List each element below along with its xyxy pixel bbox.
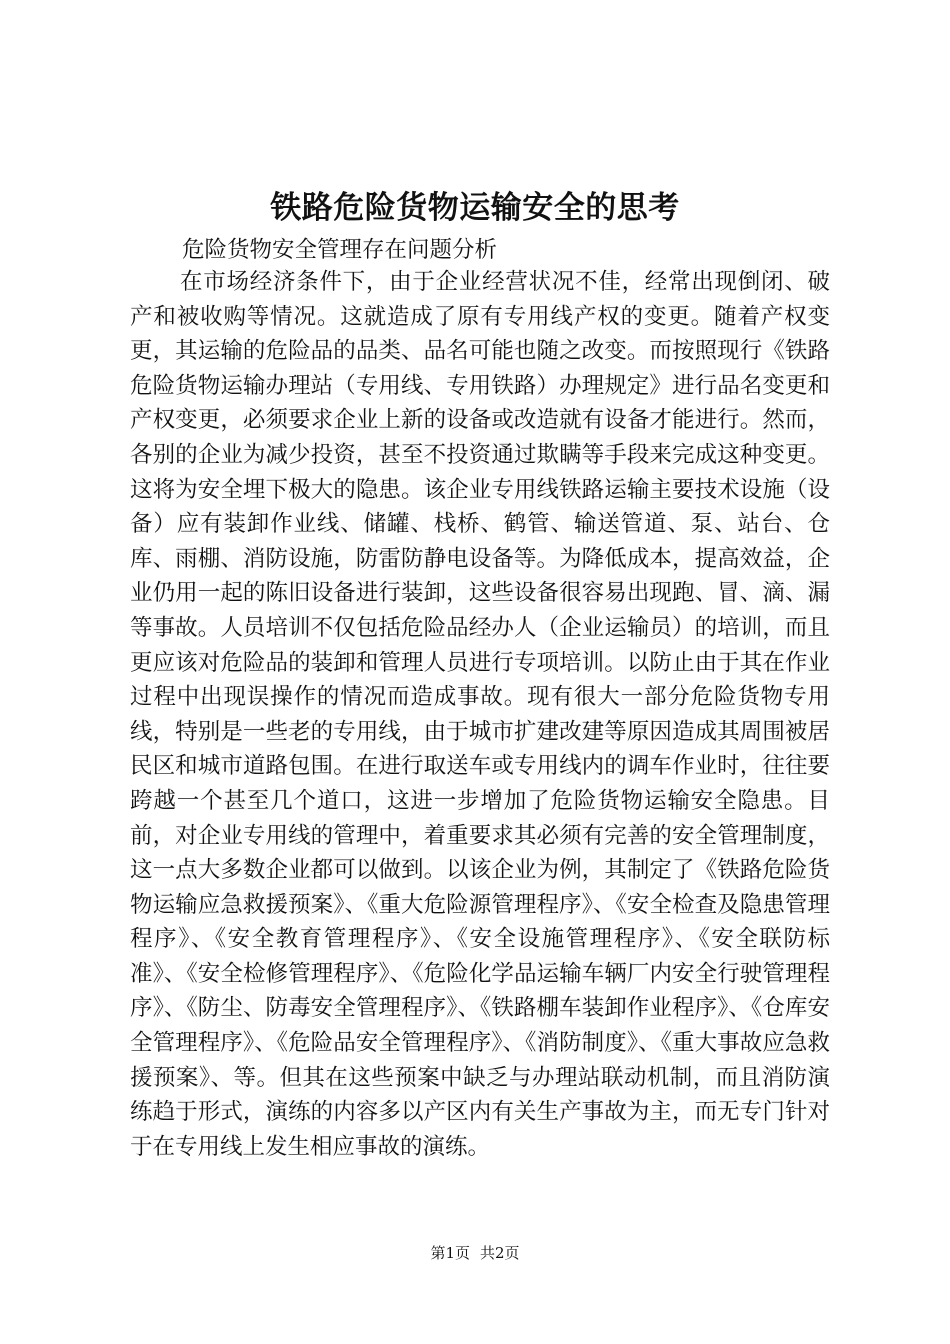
section-heading: 危险货物安全管理存在问题分析 — [182, 237, 498, 263]
page-number: 第1页 — [430, 1244, 470, 1262]
body-paragraph: 在市场经济条件下，由于企业经营状况不佳，经常出现倒闭、破产和被收购等情况。这就造成了原有专用线产权的变更。随着产权变更，其运输的危险品的品类、品名可能也随之改变。而按照现行《铁路危险货物运输办理站（专用线、专用铁路）办理规定》进行品名变更和产权变更，必须要求企业上新的设备或改造就有设备才能进行。然而，各别的企业为减少投资，甚至不投资通过欺瞒等手段来完成这种变更。这将为安全埋下极大的隐患。该企业专用线铁路运输主要技术设施（设备）应有装卸作业线、储罐、栈桥、鹤管、输送管道、泵、站台、仓库、雨棚、消防设施，防雷防静电设备等。为降低成本，提高效益，企业仍用一起的陈旧设备进行装卸，这些设备很容易出现跑、冒、滴、漏等事故。人员培训不仅包括危险品经办人（企业运输员）的培训，而且更应该对危险品的装卸和管理人员进行专项培训。以防止由于其在作业过程中出现误操作的情况而造成事故。现有很大一部分危险货物专用线，特别是一些老的专用线，由于城市扩建改建等原因造成其周围被居民区和城市道路包围。在进行取送车或专用线内的调车作业时，往往要跨越一个甚至几个道口，这进一步增加了危险货物运输安全隐患。目前，对企业专用线的管理中，着重要求其必须有完善的安全管理制度，这一点大多数企业都可以做到。以该企业为例，其制定了《铁路危险货物运输应急救援预案》、《重大危险源管理程序》、《安全检查及隐患管理程序》、《安全教育管理程序》、《安全设施管理程序》、《安全联防标准》、《安全检修管理程序》、《危险化学品运输车辆厂内安全行驶管理程序》、《防尘、防毒安全管理程序》、《铁路棚车装卸作业程序》、《仓库安全管理程序》、《危险品安全管理程序》、《消防制度》、《重大事故应急救援预案》、等。但其在这些预案中缺乏与办理站联动机制，而且消防演练趋于形式，演练的内容多以产区内有关生产事故为主，而无专门针对于在专用线上发生相应事故的演练。 — [130, 269, 830, 1160]
page-total: 共2页 — [480, 1244, 520, 1262]
page-footer — [0, 1242, 950, 1264]
document-title: 铁路危险货物运输安全的思考 — [270, 190, 680, 226]
